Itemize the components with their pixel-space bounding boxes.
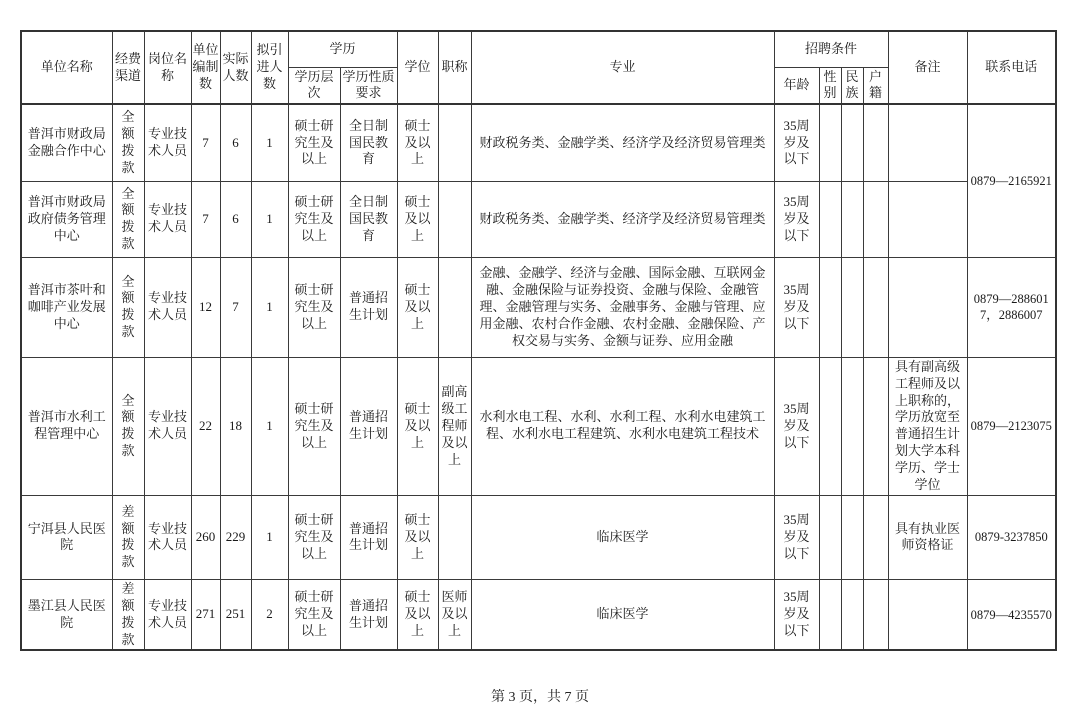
cell-remarks — [888, 104, 967, 181]
cell-planned-intake: 2 — [251, 579, 288, 650]
header-age: 年龄 — [774, 67, 819, 104]
cell-degree: 硕士及以上 — [397, 181, 438, 257]
cell-planned-intake: 1 — [251, 104, 288, 181]
header-ethnicity: 民族 — [841, 67, 863, 104]
cell-household — [863, 257, 888, 357]
cell-unit-establishment: 7 — [191, 181, 220, 257]
cell-ethnicity — [841, 579, 863, 650]
header-funding-channel: 经费渠道 — [112, 31, 144, 104]
header-education-nature: 学历性质要求 — [340, 67, 397, 104]
cell-unit-name: 墨江县人民医院 — [21, 579, 112, 650]
cell-contact-phone: 0879—4235570 — [967, 579, 1056, 650]
cell-education-level: 硕士研究生及以上 — [288, 579, 340, 650]
cell-education-nature: 普通招生计划 — [340, 257, 397, 357]
header-remarks: 备注 — [888, 31, 967, 104]
header-position-name: 岗位名称 — [144, 31, 191, 104]
table-row — [21, 257, 1056, 357]
cell-age: 35周岁及以下 — [774, 579, 819, 650]
cell-actual-count: 7 — [220, 257, 251, 357]
cell-actual-count: 251 — [220, 579, 251, 650]
cell-remarks — [888, 257, 967, 357]
cell-position-name: 专业技术人员 — [144, 181, 191, 257]
cell-age: 35周岁及以下 — [774, 495, 819, 579]
cell-major: 财政税务类、金融学类、经济学及经济贸易管理类 — [471, 181, 774, 257]
cell-position-name: 专业技术人员 — [144, 357, 191, 495]
cell-actual-count: 6 — [220, 104, 251, 181]
cell-contact-phone: 0879-3237850 — [967, 495, 1056, 579]
header-unit-establishment: 单位编制数 — [191, 31, 220, 104]
cell-unit-establishment: 12 — [191, 257, 220, 357]
cell-contact-phone: 0879—2165921 — [967, 104, 1056, 257]
cell-major: 金融、金融学、经济与金融、国际金融、互联网金融、金融保险与证券投资、金融与保险、金融管理、金融管理与实务、金融事务、金融与管理、应用金融、农村合作金融、农村金融、金融保险、产权交易与实务、金额与证券、应用金融 — [471, 257, 774, 357]
cell-education-level: 硕士研究生及以上 — [288, 357, 340, 495]
cell-household — [863, 181, 888, 257]
header-degree: 学位 — [397, 31, 438, 104]
header-recruitment-conditions-group: 招聘条件 — [774, 31, 888, 67]
header-unit-name: 单位名称 — [21, 31, 112, 104]
cell-remarks — [888, 181, 967, 257]
cell-gender — [819, 181, 841, 257]
cell-planned-intake: 1 — [251, 357, 288, 495]
header-contact-phone: 联系电话 — [967, 31, 1056, 104]
table-row — [21, 579, 1056, 650]
cell-unit-establishment: 22 — [191, 357, 220, 495]
cell-degree: 硕士及以上 — [397, 104, 438, 181]
header-major: 专业 — [471, 31, 774, 104]
cell-contact-phone: 0879—2123075 — [967, 357, 1056, 495]
cell-major: 临床医学 — [471, 579, 774, 650]
cell-actual-count: 229 — [220, 495, 251, 579]
cell-title: 医师及以上 — [438, 579, 471, 650]
cell-degree: 硕士及以上 — [397, 257, 438, 357]
cell-education-nature: 全日制国民教育 — [340, 181, 397, 257]
cell-unit-name: 普洱市财政局政府债务管理中心 — [21, 181, 112, 257]
cell-major: 水利水电工程、水利、水利工程、水利水电建筑工程、水利水电工程建筑、水利水电建筑工程技术 — [471, 357, 774, 495]
cell-unit-establishment: 260 — [191, 495, 220, 579]
page-footer: 第 3 页，共 7 页 — [491, 690, 589, 705]
header-title: 职称 — [438, 31, 471, 104]
cell-education-level: 硕士研究生及以上 — [288, 257, 340, 357]
cell-degree: 硕士及以上 — [397, 495, 438, 579]
cell-unit-establishment: 271 — [191, 579, 220, 650]
table-row — [21, 495, 1056, 579]
cell-age: 35周岁及以下 — [774, 181, 819, 257]
cell-ethnicity — [841, 257, 863, 357]
cell-education-nature: 普通招生计划 — [340, 495, 397, 579]
cell-planned-intake: 1 — [251, 495, 288, 579]
cell-position-name: 专业技术人员 — [144, 579, 191, 650]
cell-education-level: 硕士研究生及以上 — [288, 181, 340, 257]
cell-title — [438, 181, 471, 257]
cell-actual-count: 18 — [220, 357, 251, 495]
table-row — [21, 357, 1056, 495]
cell-major: 财政税务类、金融学类、经济学及经济贸易管理类 — [471, 104, 774, 181]
cell-position-name: 专业技术人员 — [144, 104, 191, 181]
cell-major: 临床医学 — [471, 495, 774, 579]
cell-gender — [819, 579, 841, 650]
cell-unit-name: 普洱市水利工程管理中心 — [21, 357, 112, 495]
cell-title — [438, 257, 471, 357]
cell-title: 副高级工程师及以上 — [438, 357, 471, 495]
cell-gender — [819, 495, 841, 579]
cell-gender — [819, 357, 841, 495]
cell-household — [863, 357, 888, 495]
cell-education-nature: 普通招生计划 — [340, 579, 397, 650]
header-household: 户籍 — [863, 67, 888, 104]
cell-gender — [819, 257, 841, 357]
header-education-level: 学历层次 — [288, 67, 340, 104]
cell-funding-channel: 全额拨款 — [112, 257, 144, 357]
table-row — [21, 181, 1056, 257]
cell-contact-phone: 0879—2886017，2886007 — [967, 257, 1056, 357]
cell-household — [863, 104, 888, 181]
table-row — [21, 104, 1056, 181]
cell-degree: 硕士及以上 — [397, 579, 438, 650]
header-row-top — [21, 31, 1056, 67]
cell-title — [438, 104, 471, 181]
cell-funding-channel: 差额拨款 — [112, 495, 144, 579]
cell-gender — [819, 104, 841, 181]
cell-ethnicity — [841, 181, 863, 257]
cell-planned-intake: 1 — [251, 257, 288, 357]
cell-unit-name: 普洱市财政局金融合作中心 — [21, 104, 112, 181]
cell-education-level: 硕士研究生及以上 — [288, 495, 340, 579]
header-education-group: 学历 — [288, 31, 397, 67]
cell-remarks — [888, 579, 967, 650]
cell-position-name: 专业技术人员 — [144, 495, 191, 579]
cell-remarks: 具有副高级工程师及以上职称的，学历放宽至普通招生计划大学本科学历、学士学位 — [888, 357, 967, 495]
cell-remarks: 具有执业医师资格证 — [888, 495, 967, 579]
cell-planned-intake: 1 — [251, 181, 288, 257]
cell-age: 35周岁及以下 — [774, 104, 819, 181]
cell-degree: 硕士及以上 — [397, 357, 438, 495]
cell-household — [863, 495, 888, 579]
cell-title — [438, 495, 471, 579]
cell-ethnicity — [841, 495, 863, 579]
cell-funding-channel: 差额拨款 — [112, 579, 144, 650]
cell-ethnicity — [841, 357, 863, 495]
cell-ethnicity — [841, 104, 863, 181]
cell-household — [863, 579, 888, 650]
cell-education-level: 硕士研究生及以上 — [288, 104, 340, 181]
cell-funding-channel: 全额拨款 — [112, 104, 144, 181]
recruitment-table — [20, 30, 1057, 651]
cell-education-nature: 全日制国民教育 — [340, 104, 397, 181]
cell-actual-count: 6 — [220, 181, 251, 257]
cell-education-nature: 普通招生计划 — [340, 357, 397, 495]
header-planned-intake: 拟引进人数 — [251, 31, 288, 104]
cell-unit-establishment: 7 — [191, 104, 220, 181]
cell-unit-name: 宁洱县人民医院 — [21, 495, 112, 579]
cell-unit-name: 普洱市茶叶和咖啡产业发展中心 — [21, 257, 112, 357]
cell-funding-channel: 全额拨款 — [112, 357, 144, 495]
cell-age: 35周岁及以下 — [774, 357, 819, 495]
cell-age: 35周岁及以下 — [774, 257, 819, 357]
header-gender: 性别 — [819, 67, 841, 104]
cell-position-name: 专业技术人员 — [144, 257, 191, 357]
header-actual-count: 实际人数 — [220, 31, 251, 104]
cell-funding-channel: 全额拨款 — [112, 181, 144, 257]
